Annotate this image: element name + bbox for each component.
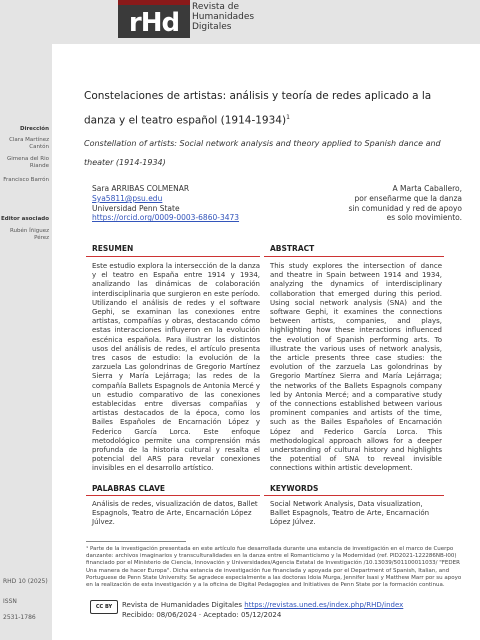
logo-accent-bar [118, 0, 190, 5]
issn-label: ISSN [3, 598, 17, 605]
journal-name-line: Humanidades [192, 12, 255, 22]
dedication [349, 184, 462, 223]
dedication-line: por enseñarme que la danza [354, 193, 462, 203]
dedication-line: es solo movimiento. [386, 213, 462, 223]
issn-number: 2531-1786 [3, 614, 36, 621]
header-band [52, 0, 480, 44]
director-name: Clara Martínez Cantón [9, 137, 49, 150]
keywords-es-heading: PALABRAS CLAVE [92, 484, 166, 493]
associate-label: Editor asociado [1, 216, 49, 222]
journal-logo [118, 0, 190, 38]
author-name: Sara ARRIBAS COLMENAR [92, 184, 190, 193]
director-name: Gimena del Rio Riande [6, 156, 49, 169]
resumen-text: Este estudio explora la intersección de la danza y el teatro en España entre 1914 y 1934, analizando las dinámicas de colaboración interdisciplinaria que surgieron en este período. Utilizando el análisis de redes y el software Gephi, se examinan las conexiones entre artistas, compañías y obras, destacando cómo estas interacciones influyeron en la evolución escénica española. Para ilustrar los distintos usos del análisis de redes, el artículo presenta tres casos de estudio: la evolución de la zarzuela Las golondrinas de Gregorio Martínez Sierra y María Lejárraga; las redes de la compañía Ballets Espagnols de Antonia Mercé y un estudio comparativo de las conexiones establecidas entre diversas compañías y artistas destacados de la época, como los Bailes Españoles de Encarnación López y Federico García Lorca. Este enfoque metodológico permite una comprensión más profunda de la historia cultural y resalta el potencial del ARS para revelar conexiones invisibles en el desarrollo artístico. [92, 262, 260, 473]
abstract-text: This study explores the intersection of dance and theatre in Spain between 1914 and 1934, analyzing the dynamics of interdisciplinary collaboration that emerged during this period. Using social network analysis (SNA) and the software Gephi, it examines the connections between artists, companies, and plays, highlighting how these interactions influenced the evolution of Spanish performing arts. To illustrate the various uses of network analysis, the article presents three case studies: the evolution of the zarzuela Las golondrinas by Gregorio Martínez Sierra and María Lejárraga; the networks of the Ballets Espagnols company led by Antonia Mercé; and a comparative study of the connections established between various prominent companies and artists of the time, such as the Bailes Españoles of Encarnación López and Federico García Lorca. This methodological approach allows for a deeper understanding of cultural history and highlights the potential of SNA to reveal invisible connections within artistic development. [270, 262, 442, 473]
journal-name [192, 2, 254, 32]
journal-name-line: Revista de [192, 2, 240, 12]
cc-license-badge[interactable]: CC BY [90, 600, 118, 614]
resumen-rule [86, 256, 260, 257]
author-affiliation: Universidad Penn State [92, 203, 180, 213]
abstract-heading: ABSTRACT [270, 244, 315, 253]
article-title-es [84, 86, 464, 132]
journal-name-line: Digitales [192, 22, 232, 32]
article-title-en: Constellation of artists: Social network analysis and theory applied to Spanish dance and theater (1914-1934) [84, 139, 441, 167]
dedication-line: sin comunidad y red de apoyo [348, 203, 462, 213]
resumen-heading: RESUMEN [92, 244, 134, 253]
keywords-es-rule [86, 495, 260, 496]
orcid-link[interactable]: https://orcid.org/0009-0003-6860-3473 [92, 213, 240, 223]
logo-text: rHd [128, 8, 180, 38]
footnote-marker: 1 [286, 114, 290, 121]
footer-journal: Revista de Humanidades Digitales [122, 601, 243, 609]
author-block [92, 184, 239, 223]
received-date: Recibido: 08/06/2024 · Aceptado: 05/12/2024 [122, 611, 282, 619]
footer [122, 600, 403, 620]
journal-url-link[interactable]: https://revistas.uned.es/index.php/RHD/index [244, 601, 404, 609]
associate-name: Rubén Íñiguez Pérez [9, 228, 49, 241]
footnote-rule [86, 541, 186, 542]
keywords-en-text: Social Network Analysis, Data visualization, Ballet Espagnols, Teatro de Arte, Encarnación López Júlvez. [270, 500, 430, 527]
keywords-en-rule [264, 495, 444, 496]
direction-label: Dirección [20, 126, 49, 132]
title-text: Constelaciones de artistas: análisis y teoría de redes aplicado a la danza y el teatro español (1914-1934) [84, 90, 432, 127]
keywords-es-text: Análisis de redes, visualización de datos, Ballet Espagnols, Teatro de Arte, Encarnación López Júlvez. [92, 500, 258, 527]
footnote: ¹ Parte de la investigación presentada en este artículo fue desarrollada durante una estancia de investigación en el marco de Cuerpo danzante: archivos imaginarios y transculturalidades en la danza entre el Romanticismo y la Modernidad (ref. PID2021-122286NB-I00) financiado por el Ministerio de Ciencia, Innovación y Universidades/Agencia Estatal de Investigación /10.13039/501100011033/ "FEDER Una manera de hacer Europa". Dicha estancia de investigación fue financiada y apoyada por el Department of Spanish, Italian, and Portuguese de Penn State University. Se agradece especialmente a las doctoras Idoia Murga, Jennifer Isasi y Matthew Marr por su apoyo en la realización de esta investigación y a la oficina de Digital Pedagogies and Initiatives de Penn State por la formación continua. [86, 546, 462, 589]
sidebar [0, 0, 52, 640]
dedication-line: A Marta Caballero, [392, 184, 462, 193]
author-email-link[interactable]: Sya5811@psu.edu [92, 193, 163, 203]
volume-label: RHD 10 (2025) [3, 578, 48, 585]
director-name: Francisco Barrón [3, 177, 49, 183]
keywords-en-heading: KEYWORDS [270, 484, 319, 493]
abstract-rule [264, 256, 444, 257]
